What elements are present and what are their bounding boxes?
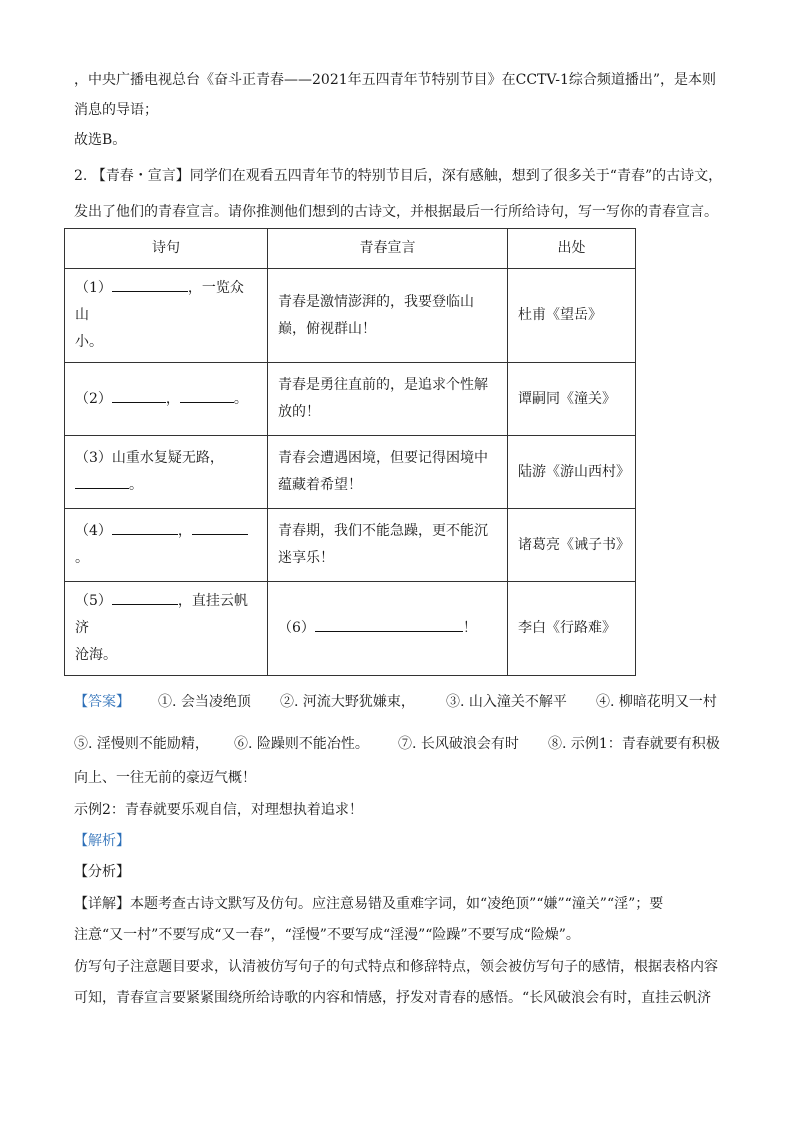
answer-item: ⑦. 长风破浪会有时 bbox=[398, 736, 519, 752]
answer-blank[interactable] bbox=[112, 386, 166, 403]
answer-blank[interactable] bbox=[112, 275, 188, 292]
para-line-1: 仿写句子注意题目要求，认清被仿写句子的句式特点和修辞特点，领会被仿写句子的感情，根据表格内容 bbox=[74, 959, 718, 975]
poem-cell: （2） ， 。 bbox=[65, 363, 268, 436]
answer-continuation: 向上、一往无前的豪迈气概！ bbox=[74, 770, 256, 786]
declaration-cell: 青春是激情澎湃的，我要登临山巅，俯视群山！ bbox=[268, 269, 508, 363]
table-row bbox=[65, 509, 636, 582]
answer-example-2: 示例2：青春就要乐观自信，对理想执着追求！ bbox=[74, 802, 363, 818]
question-line-1: 2. 【青春・宣言】同学们在观看五四青年节的特别节目后，深有感触，想到了很多关于“青春”的古诗文， bbox=[74, 168, 723, 184]
table-row bbox=[65, 363, 636, 436]
xiangjie-line-2: 注意“又一村”不要写成“又一春”，“淫慢”不要写成“淫漫”“险躁”不要写成“险燥”。 bbox=[74, 927, 580, 943]
poem-cell: （3）山重水复疑无路， 。 bbox=[65, 436, 268, 509]
poem-table bbox=[64, 228, 636, 676]
source-cell: 谭嗣同《潼关》 bbox=[508, 363, 636, 436]
declaration-cell: （6） ！ bbox=[268, 582, 508, 676]
answer-blank[interactable] bbox=[180, 386, 234, 403]
xiangjie-line-1: 【详解】本题考查古诗文默写及仿句。应注意易错及重难字词，如“凌绝顶”“嫌”“潼关”“淫”；要 bbox=[74, 896, 664, 912]
table-row bbox=[65, 582, 636, 676]
answer-blank[interactable] bbox=[112, 518, 178, 535]
table-header-row bbox=[65, 229, 636, 269]
answer-item: ⑤. 淫慢则不能励精， bbox=[74, 736, 209, 752]
question-line-2: 发出了他们的青春宣言。请你推测他们想到的古诗文，并根据最后一行所给诗句，写一写你的青春宣言。 bbox=[74, 204, 718, 220]
answer-item: ③. 山入潼关不解平 bbox=[446, 694, 567, 710]
answer-blank[interactable] bbox=[112, 588, 178, 605]
answer-label: 【答案】 bbox=[74, 694, 130, 710]
poem-cell: （5） ，直挂云帆济 沧海。 bbox=[65, 582, 268, 676]
source-cell: 杜甫《望岳》 bbox=[508, 269, 636, 363]
answer-item: ④. 柳暗花明又一村 bbox=[596, 694, 717, 710]
header-poem: 诗句 bbox=[65, 229, 268, 269]
source-cell: 李白《行路难》 bbox=[508, 582, 636, 676]
source-cell: 陆游《游山西村》 bbox=[508, 436, 636, 509]
intro-line-1: ，中央广播电视总台《奋斗正青春——2021年五四青年节特别节目》在CCTV-1综合频道播出”，是本则 bbox=[74, 72, 717, 88]
table-row bbox=[65, 269, 636, 363]
answer-blank[interactable] bbox=[75, 472, 129, 489]
poem-cell: （4） ，。 bbox=[65, 509, 268, 582]
answer-blank[interactable] bbox=[192, 518, 248, 535]
declaration-cell: 青春会遭遇困境，但要记得困境中蕴藏着希望！ bbox=[268, 436, 508, 509]
answer-item: ⑧. 示例1：青春就要有积极 bbox=[548, 736, 720, 752]
declaration-cell: 青春是勇往直前的，是追求个性解放的！ bbox=[268, 363, 508, 436]
answer-item: ②. 河流大野犹嫌束， bbox=[280, 694, 415, 710]
answer-row-2 bbox=[74, 733, 734, 753]
header-source: 出处 bbox=[508, 229, 636, 269]
answer-item: ①. 会当凌绝顶 bbox=[158, 694, 251, 710]
intro-line-3: 故选B。 bbox=[74, 132, 127, 148]
jiexi-label: 【解析】 bbox=[74, 833, 130, 849]
answer-item: ⑥. 险躁则不能冶性。 bbox=[234, 736, 369, 752]
declaration-cell: 青春期，我们不能急躁，更不能沉迷享乐！ bbox=[268, 509, 508, 582]
header-declaration: 青春宣言 bbox=[268, 229, 508, 269]
answer-row-1 bbox=[74, 691, 734, 711]
intro-line-2: 消息的导语； bbox=[74, 102, 158, 118]
table-row bbox=[65, 436, 636, 509]
fenxi-label: 【分析】 bbox=[74, 864, 130, 880]
poem-cell: （1） ，一览众山 小。 bbox=[65, 269, 268, 363]
answer-blank[interactable] bbox=[315, 615, 463, 632]
para-line-2: 可知，青春宣言要紧紧围绕所给诗歌的内容和情感，抒发对青春的感悟。“长风破浪会有时，直挂云帆济 bbox=[74, 990, 712, 1006]
source-cell: 诸葛亮《诫子书》 bbox=[508, 509, 636, 582]
